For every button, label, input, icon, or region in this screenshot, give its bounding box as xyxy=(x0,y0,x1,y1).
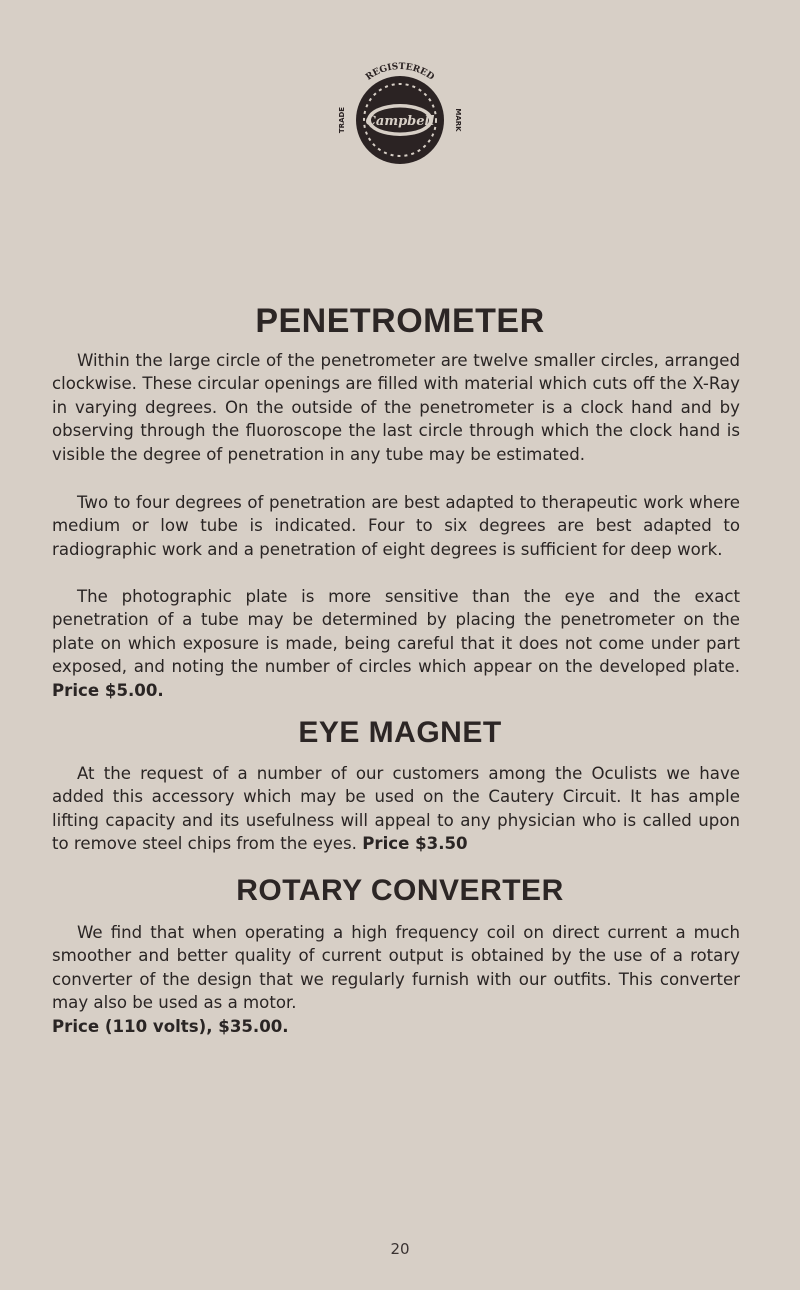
rotary-converter-paragraph-text: We find that when operating a high frequency coil on direct current a much smoother and better quality of current output is obtained by the use of a rotary converter of the design that we regularly furnish with our outfits. This converter may also be used as a motor. xyxy=(52,923,740,1013)
penetrometer-paragraph-3 xyxy=(52,585,740,702)
eye-magnet-heading: EYE MAGNET xyxy=(298,716,502,749)
penetrometer-heading: PENETROMETER xyxy=(255,302,545,340)
logo-arc-text: REGISTERED xyxy=(364,62,436,83)
penetrometer-price: Price $5.00. xyxy=(52,680,164,700)
rotary-converter-paragraph xyxy=(52,921,740,1038)
penetrometer-paragraph-3-text: The photographic plate is more sensitive than the eye and the exact penetration of a tube may be determined by placing the penetrometer on the plate on which exposure is made, being careful that it does not come under part exposed, and noting the number of circles which appear on the developed plate. xyxy=(52,587,740,677)
penetrometer-paragraph-1: Within the large circle of the penetrometer are twelve smaller circles, arranged clockwise. These circular openings are filled with material which cuts off the X-Ray in varying degrees. On the outside of the penetrometer is a clock hand and by observing through the fluoroscope the last circle through which the clock hand is visible the degree of penetration in any tube may be estimated. xyxy=(52,351,740,464)
trademark-logo xyxy=(335,62,465,172)
page-number: 20 xyxy=(390,1240,410,1258)
eye-magnet-paragraph xyxy=(52,762,740,856)
eye-magnet-paragraph-text: At the request of a number of our customers among the Oculists we have added this accessory which may be used on the Cautery Circuit. It has ample lifting capacity and its usefulness will appeal to any physician who is called upon to remove steel chips from the eyes. xyxy=(52,764,740,854)
logo-side-right: MARK xyxy=(454,108,462,132)
penetrometer-paragraph-2: Two to four degrees of penetration are best adapted to therapeutic work where medium or low tube is indicated. Four to six degrees are best adapted to radiographic work and a penetration of eight degrees is sufficient for deep work. xyxy=(52,493,740,559)
eye-magnet-price: Price $3.50 xyxy=(362,834,468,854)
logo-wordmark: Campbell xyxy=(365,114,435,129)
rotary-converter-price: Price (110 volts), $35.00. xyxy=(52,1016,289,1036)
rotary-converter-heading: ROTARY CONVERTER xyxy=(236,874,564,907)
logo-side-left: TRADE xyxy=(338,106,346,134)
